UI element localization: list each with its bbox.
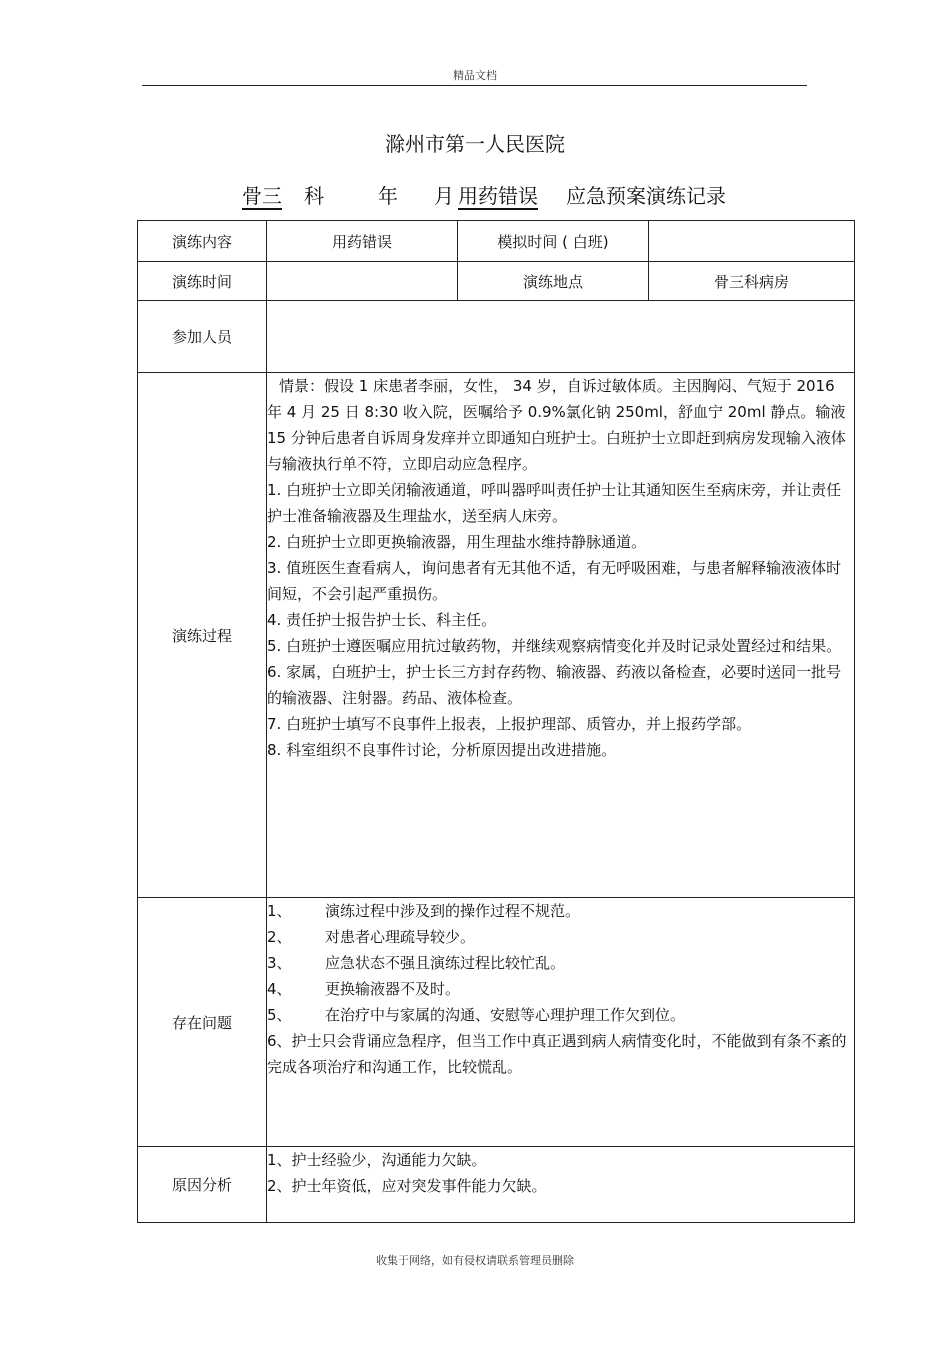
drill-content-value: 用药错误 [267,221,458,262]
drill-location-label: 演练地点 [458,262,649,301]
process-content [267,373,855,898]
simulation-time-value [649,221,855,262]
simulation-time-label: 模拟时间 ( 白班) [458,221,649,262]
dept-field: 骨三 [242,184,282,208]
problem-item: 1、 演练过程中涉及到的操作过程不规范。 [267,902,581,920]
cause-item: 2、护士年资低，应对突发事件能力欠缺。 [267,1177,547,1195]
participants-label: 参加人员 [138,301,267,373]
process-step: 2. 白班护士立即更换输液器，用生理盐水维持静脉通道。 [267,533,647,551]
drill-record-table [137,220,855,1223]
problem-item: 3、 应急状态不强且演练过程比较忙乱。 [267,954,566,972]
process-step: 6. 家属，白班护士，护士长三方封存药物、输液器、药液以备检查，必要时送同一批号的输液器、注射器。药品、液体检查。 [267,663,842,707]
table-row-process [138,373,855,898]
problem-item: 5、 在治疗中与家属的沟通、安慰等心理护理工作欠到位。 [267,1006,686,1024]
process-label: 演练过程 [138,373,267,898]
process-step: 7. 白班护士填写不良事件上报表，上报护理部、质管办，并上报药学部。 [267,715,752,733]
process-step: 1. 白班护士立即关闭输液通道，呼叫器呼叫责任护士让其通知医生至病床旁，并让责任护士准备输液器及生理盐水，送至病人床旁。 [267,481,842,525]
header-divider [142,85,807,86]
table-row-participants [138,301,855,373]
participants-value [267,301,855,373]
month-blank [398,184,434,208]
dept-suffix: 科 [304,184,324,208]
scenario-text: 情景：假设 1 床患者李丽，女性， 34 岁，自诉过敏体质。主因胸闷、气短于 2016 年 4 月 25 日 8:30 收入院，医嘱给予 0.9%氯化钠 250ml，舒血宁 20ml 静点。输液 15 分钟后患者自诉周身发痒并立即通知白班护士。白班护士立即赶到病房发现输入液体与输液执行单不符，立即启动应急程序。 [267,377,846,473]
problems-label: 存在问题 [138,898,267,1147]
document-subtitle [0,180,950,209]
problem-item: 2、 对患者心理疏导较少。 [267,928,476,946]
causes-content [267,1147,855,1223]
drill-time-value [267,262,458,301]
problem-item: 4、 更换输液器不及时。 [267,980,461,998]
process-step: 3. 值班医生查看病人，询问患者有无其他不适，有无呼吸困难，与患者解释输液液体时间短，不会引起严重损伤。 [267,559,842,603]
table-row-causes [138,1147,855,1223]
page-footer-text: 收集于网络，如有侵权请联系管理员删除 [376,1254,574,1267]
drill-content-label: 演练内容 [138,221,267,262]
problem-item: 6、护士只会背诵应急程序，但当工作中真正遇到病人病情变化时，不能做到有条不紊的完成各项治疗和沟通工作，比较慌乱。 [267,1032,847,1076]
causes-label: 原因分析 [138,1147,267,1223]
process-step: 4. 责任护士报告护士长、科主任。 [267,611,497,629]
process-step: 8. 科室组织不良事件讨论，分析原因提出改进措施。 [267,741,617,759]
month-suffix: 月 [434,184,454,208]
page-header-text: 精品文档 [453,69,497,82]
document-title: 滁州市第一人民医院 [385,132,565,156]
subtitle-tail: 应急预案演练记录 [566,184,726,208]
problems-content [267,898,855,1147]
process-step: 5. 白班护士遵医嘱应用抗过敏药物，并继续观察病情变化并及时记录处置经过和结果。 [267,637,842,655]
year-suffix: 年 [378,184,398,208]
table-row-problems [138,898,855,1147]
table-row-content [138,221,855,262]
cause-item: 1、护士经验少，沟通能力欠缺。 [267,1151,487,1169]
year-blank [324,184,378,208]
drill-time-label: 演练时间 [138,262,267,301]
table-row-time-location [138,262,855,301]
drill-location-value: 骨三科病房 [649,262,855,301]
topic-field: 用药错误 [458,184,538,208]
